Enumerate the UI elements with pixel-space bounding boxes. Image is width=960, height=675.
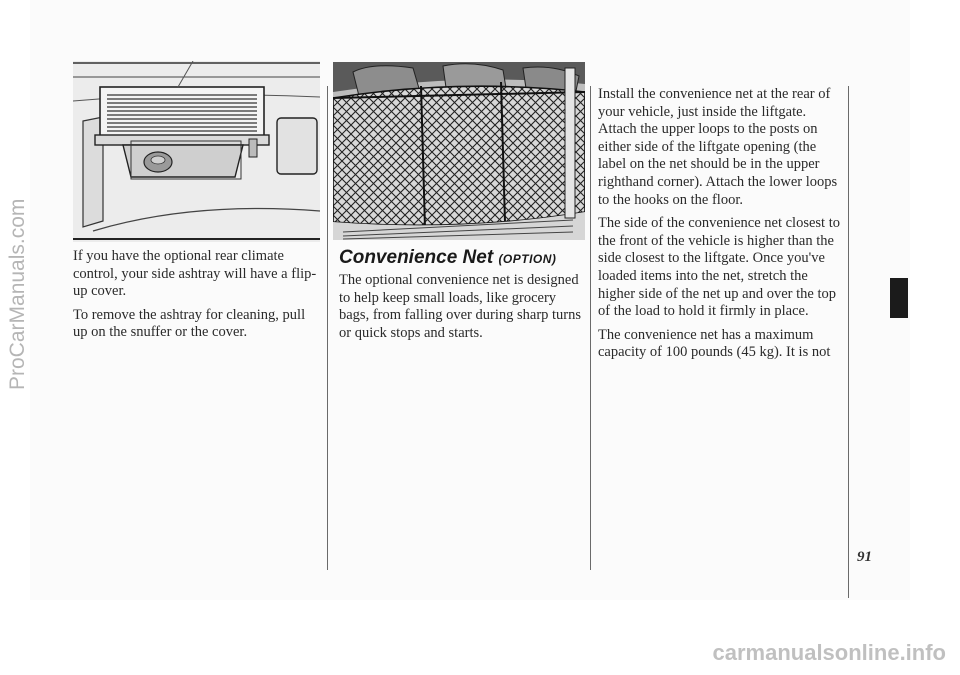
heading-title: Convenience Net (339, 247, 494, 268)
section-thumb-tab (890, 278, 908, 318)
left-column-text (73, 248, 323, 348)
net-install-paragraph: Install the convenience net at the rear of your vehicle, just inside the liftgate. Attach the upper loops to the posts on either side of the liftgate opening (the label on the net should be in the upper righthand corner). Attach the lower loops to the hooks on the floor. (598, 86, 838, 208)
section-heading (339, 247, 556, 269)
ashtray-illustration (73, 61, 320, 242)
page-edge-rule (848, 86, 849, 598)
middle-column-text (339, 272, 584, 348)
ashtray-drawing (73, 61, 320, 242)
ashtray-paragraph-2: To remove the ashtray for cleaning, pull up on the snuffer or the cover. (73, 306, 306, 341)
column-rule-right (590, 86, 591, 570)
net-capacity-paragraph: The convenience net has a maximum capacity of 100 pounds (45 kg). It is not (598, 326, 831, 361)
convenience-net-illustration (333, 62, 585, 240)
convenience-net-drawing (333, 62, 585, 240)
heading-option-tag: (OPTION) (498, 252, 557, 266)
net-side-paragraph: The side of the convenience net closest to the front of the vehicle is higher than the side closest to the liftgate. Once you've loaded items into the net, stretch the higher side of the net up and over the top of the load to hold it firmly in place. (598, 215, 840, 320)
column-rule-left (327, 86, 328, 570)
bottom-watermark: carmanualsonline.info (712, 640, 946, 665)
page-number: 91 (857, 549, 872, 565)
right-column-text (598, 86, 843, 368)
ashtray-paragraph-1: If you have the optional rear climate control, your side ashtray will have a flip-up cover. (73, 248, 317, 300)
net-intro-paragraph: The optional convenience net is designed to help keep small loads, like grocery bags, from falling over during sharp turns or quick stops and starts. (339, 272, 582, 341)
side-watermark: ProCarManuals.com (6, 198, 29, 390)
